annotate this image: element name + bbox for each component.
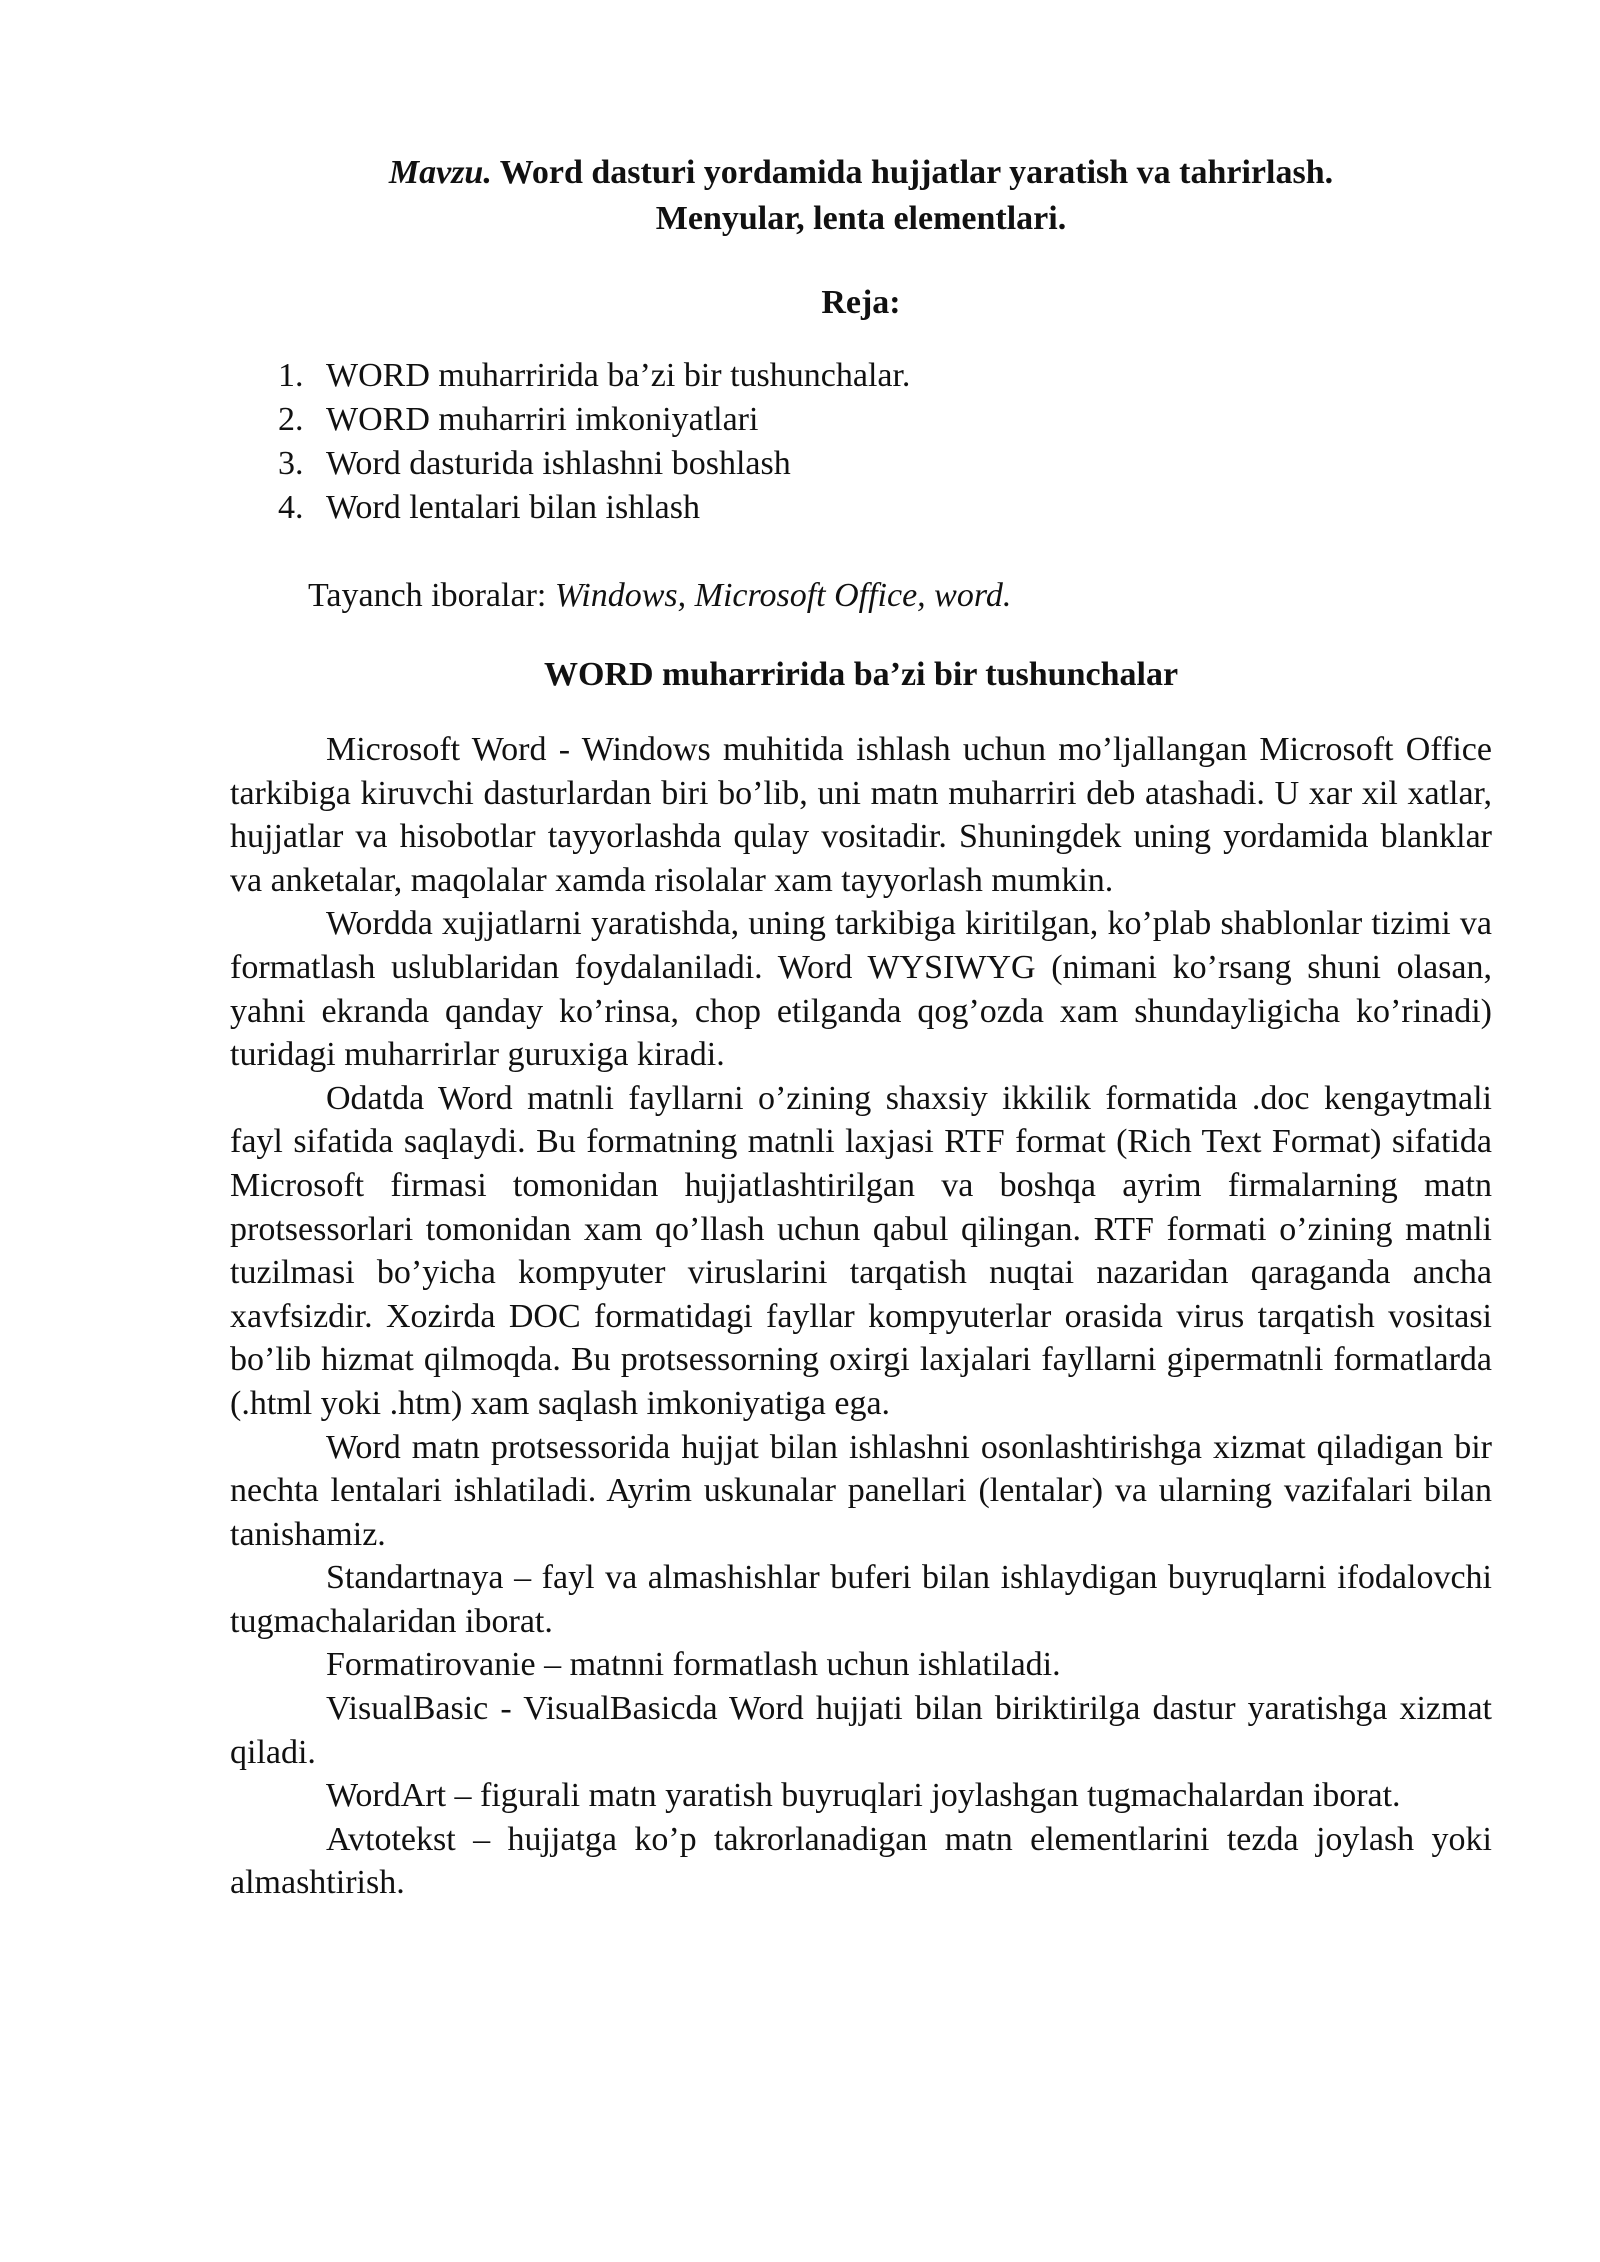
keywords-value: Windows, Microsoft Office, word. (554, 577, 1012, 614)
document-page (230, 150, 1492, 1905)
plan-item-text: Word lentalari bilan ishlash (326, 489, 700, 526)
document-title (230, 150, 1492, 242)
section-body (230, 728, 1492, 1905)
plan-list (230, 354, 1492, 530)
plan-heading: Reja: (821, 284, 901, 321)
title-line-2: Menyular, lenta elementlari. (655, 200, 1067, 237)
plan-item-number: 4. (278, 489, 304, 526)
plan-item-text: Word dasturida ishlashni boshlash (326, 445, 791, 482)
keywords-line (308, 574, 1492, 618)
body-paragraph: Avtotekst – hujjatga ko’p takrorlanadigan matn elementlarini tezda joylash yoki almashtirish. (230, 1820, 1492, 1902)
section-heading: WORD muharririda ba’zi bir tushunchalar (543, 656, 1179, 693)
body-paragraph: Word matn protsessorida hujjat bilan ishlashni osonlashtirishga xizmat qiladigan bir nechta lentalari ishlatiladi. Ayrim uskunalar panellari (lentalar) va ularning vazifalari bilan tanishamiz. (230, 1428, 1492, 1553)
plan-item-text: WORD muharriri imkoniyatlari (326, 401, 759, 438)
title-line-1: Word dasturi yordamida hujjatlar yaratish va tahrirlash. (499, 154, 1334, 191)
body-paragraph: Standartnaya – fayl va almashishlar buferi bilan ishlaydigan buyruqlarni ifodalovchi tugmachalaridan iborat. (230, 1559, 1492, 1640)
body-paragraph: Formatirovanie – matnni formatlash uchun ishlatiladi. (326, 1646, 1061, 1684)
plan-item-number: 3. (278, 445, 304, 482)
plan-item (278, 486, 1492, 530)
plan-item (278, 442, 1492, 486)
body-paragraph: Odatda Word matnli fayllarni o’zining shaxsiy ikkilik formatida .doc kengaytmali fayl sifatida saqlaydi. Bu formatning matnli laxjasi RTF format (Rich Text Format) sifatida Microsoft firmasi tomonidan hujjatlashtirilgan va boshqa ayrim firmalarning matn protsessorlari tomonidan xam qo’llash uchun qabul qilingan. RTF formati o’zining matnli tuzilmasi bo’yicha kompyuter viruslarini tarqatish nuqtai nazaridan qaraganda ancha xavfsizdir. Xozirda DOC formatidagi fayllar kompyuterlar orasida virus tarqatish vositasi bo’lib hizmat qilmoqda. Bu protsessorning oxirgi laxjalari fayllarni gipermatnli formatlarda (.html yoki .htm) xam saqlash imkoniyatiga ega. (230, 1079, 1492, 1422)
plan-item (278, 354, 1492, 398)
body-paragraph: Wordda xujjatlarni yaratishda, uning tarkibiga kiritilgan, ko’plab shablonlar tizimi va formatlash uslublaridan foydalaniladi. Word WYSIWYG (nimani ko’rsang shuni olasan, yahni ekranda qanday ko’rinsa, chop etilganda qog’ozda xam shundayligicha ko’rinadi) turidagi muharrirlar guruxiga kiradi. (230, 905, 1492, 1074)
keywords-label: Tayanch iboralar: (308, 577, 547, 614)
plan-item-text: WORD muharririda ba’zi bir tushunchalar. (326, 357, 911, 394)
plan-item (278, 398, 1492, 442)
title-lead: Mavzu. (388, 154, 492, 191)
body-paragraph: WordArt – figurali matn yaratish buyruqlari joylashgan tugmachalardan iborat. (326, 1777, 1401, 1815)
plan-item-number: 1. (278, 357, 304, 394)
body-paragraph: VisualBasic - VisualBasicda Word hujjati bilan biriktirilga dastur yaratishga xizmat qiladi. (230, 1690, 1492, 1771)
plan-item-number: 2. (278, 401, 304, 438)
body-paragraph: Microsoft Word - Windows muhitida ishlash uchun mo’ljallangan Microsoft Office tarkibiga kiruvchi dasturlardan biri bo’lib, uni matn muharriri deb atashadi. U xar xil xatlar, hujjatlar va hisobotlar tayyorlashda qulay vositadir. Shuningdek uning yordamida blanklar va anketalar, maqolalar xamda risolalar xam tayyorlash mumkin. (230, 731, 1492, 899)
